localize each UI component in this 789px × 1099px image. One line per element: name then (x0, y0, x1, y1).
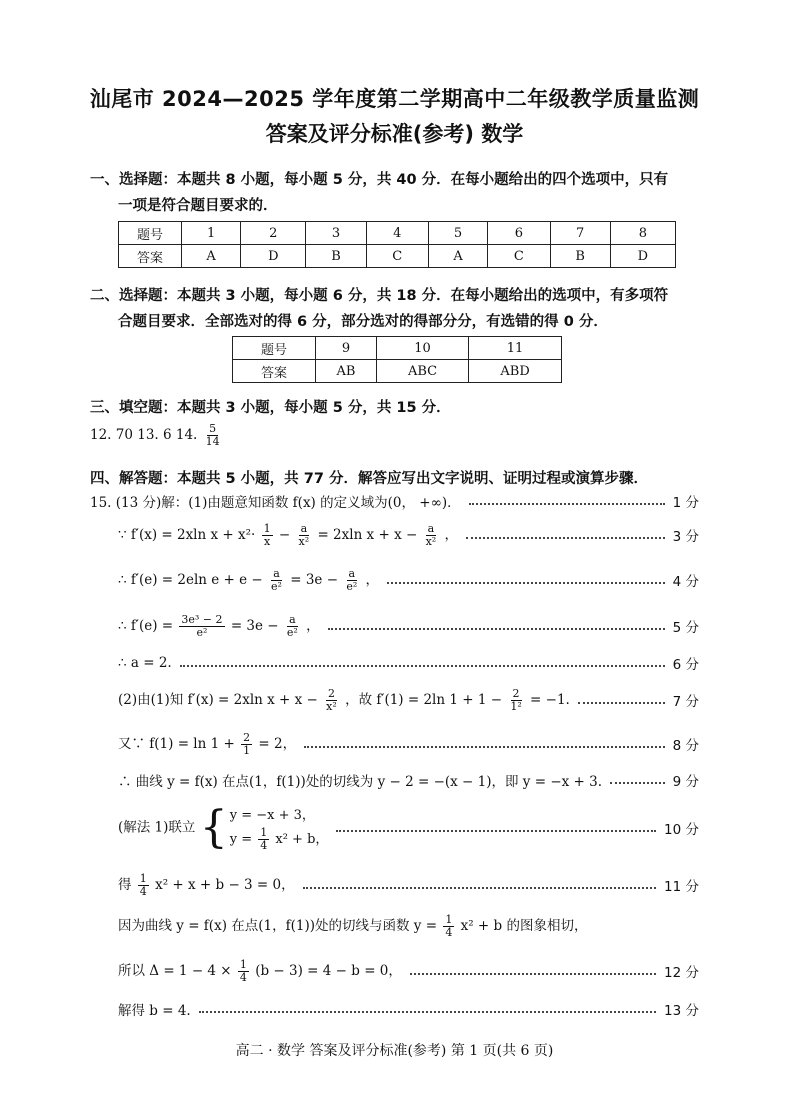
score: 12 分 (664, 965, 699, 981)
table-cell: A (428, 245, 487, 268)
leader-dots (304, 746, 665, 748)
table-cell: B (550, 245, 610, 268)
leader-dots (578, 702, 665, 704)
solution-step: ∴ a = 2. 6 分 (118, 655, 699, 673)
table-row-answers (233, 360, 562, 383)
section1-heading: 一、选择题：本题共 8 小题，每小题 5 分，共 40 分．在每小题给出的四个选项中，只有 (90, 172, 669, 188)
table-cell: ABC (376, 360, 468, 383)
fraction: $\frac{1}{4}$ (239, 957, 247, 984)
score: 13 分 (664, 1003, 699, 1019)
table-cell: ABD (469, 360, 562, 383)
fraction: $\frac{a}{\text{e²}}$ (286, 612, 298, 639)
table-cell: 10 (376, 337, 468, 360)
score: 7 分 (672, 694, 699, 710)
leader-dots (410, 973, 656, 975)
table-row-numbers (233, 337, 562, 360)
fraction: $\frac{\text{3e³ − 2}}{\text{e²}}$ (181, 612, 223, 639)
solution-step: ∵ f′(x) = 2xln x + x²· $\frac{1}{x}$ − $\frac{a}{\text{x²}}$ = 2xln x + x − $\frac{a}{\text{x²}}$ ， 3 分 (118, 521, 699, 548)
table-row-answers (119, 245, 676, 268)
table-cell: AB (316, 360, 377, 383)
table-cell: D (241, 245, 306, 268)
leader-dots (610, 782, 665, 784)
brace-glyph: { (199, 802, 228, 853)
fill-blank-prefix: 12. 70 13. 6 14. (90, 427, 198, 443)
fill-blank-answers (90, 423, 224, 448)
section3-heading: 三、填空题：本题共 3 小题，每小题 5 分，共 15 分． (90, 400, 451, 416)
solution-step: ∴ f′(e) = 2eln e + e − $\frac{a}{\text{e²}}$ = 3e − $\frac{a}{\text{e²}}$ ， 4 分 (118, 566, 699, 593)
table-cell-label: 题号 (119, 222, 182, 245)
page-footer: 高二 · 数学 答案及评分标准(参考) 第 1 页(共 6 页) (235, 1043, 554, 1059)
fraction: $\frac{1}{x}$ (263, 521, 271, 548)
leader-dots (469, 503, 665, 505)
answer-table-1 (118, 221, 676, 268)
table-cell: 11 (469, 337, 562, 360)
table-cell: 2 (241, 222, 306, 245)
leader-dots (466, 537, 665, 539)
table-cell: B (306, 245, 366, 268)
table-cell: C (488, 245, 550, 268)
solution-step: 因为曲线 y = f(x) 在点(1，f(1))处的切线与函数 y = $\frac{1}{4}$ x² + b 的图象相切， (118, 913, 588, 939)
table-cell: C (366, 245, 428, 268)
solution-step: ∴ f′(e) = $\frac{\text{3e³ − 2}}{\text{e²}}$ = 3e − $\frac{a}{\text{e²}}$ ， 5 分 (118, 612, 699, 639)
fraction: $\frac{1}{4}$ (139, 871, 147, 898)
table-cell: 3 (306, 222, 366, 245)
solution-step: 15. (13 分)解：(1)由题意知函数 f(x) 的定义域为(0， +∞)． 1 分 (90, 488, 699, 514)
score: 4 分 (672, 574, 699, 590)
table-cell: 6 (488, 222, 550, 245)
fraction: $\frac{1}{4}$ (260, 826, 268, 852)
table-cell: 1 (182, 222, 241, 245)
solution-step: 所以 Δ = 1 − 4 × $\frac{1}{4}$ (b − 3) = 4 − b = 0， 12 分 (118, 957, 699, 984)
section4-heading: 四、解答题：本题共 5 小题，共 77 分．解答应写出文字说明、证明过程或演算步骤． (90, 471, 648, 487)
score: 11 分 (664, 879, 699, 895)
fraction: $\frac{2}{\text{1²}}$ (510, 686, 522, 713)
leader-dots (180, 665, 665, 667)
score: 3 分 (672, 529, 699, 545)
score: 9 分 (672, 774, 699, 790)
fraction: $\frac{a}{\text{x²}}$ (298, 521, 310, 548)
table-cell-label: 答案 (119, 245, 182, 268)
table-cell-label: 题号 (233, 337, 316, 360)
table-cell: D (610, 245, 675, 268)
score: 1 分 (672, 495, 699, 511)
fraction: $\frac{a}{\text{e²}}$ (271, 566, 282, 593)
fraction: $\frac{2}{\text{x²}}$ (326, 686, 337, 713)
table-cell: 7 (550, 222, 610, 245)
solution-step: 解得 b = 4. 13 分 (118, 996, 699, 1022)
leader-dots (387, 582, 665, 584)
fraction: $\frac{a}{\text{x²}}$ (425, 521, 437, 548)
table-cell: 4 (366, 222, 428, 245)
leader-dots (336, 830, 656, 832)
document-subtitle: 答案及评分标准(参考) 数学 (265, 122, 524, 146)
solution-step: (2)由(1)知 f′(x) = 2xln x + x − $\frac{2}{\text{x²}}$ ，故 f′(1) = 2ln 1 + 1 − $\frac{2}{\text{1²}}$ = −1. 7 分 (118, 686, 699, 713)
score: 5 分 (672, 620, 699, 636)
document-title: 汕尾市 2024—2025 学年度第二学期高中二年级教学质量监测 (89, 87, 700, 111)
solution-step: (解法 1)联立 { y = −x + 3， y = $\frac{1}{4}$ x² + b， 10 分 (118, 802, 699, 853)
section1-heading-cont: 一项是符合题目要求的． (118, 198, 278, 214)
score: 6 分 (672, 657, 699, 673)
table-cell: 9 (316, 337, 377, 360)
table-row-numbers (119, 222, 676, 245)
solution-step: 得 $\frac{1}{4}$ x² + x + b − 3 = 0， 11 分 (118, 871, 699, 898)
answer-table-2 (232, 336, 562, 383)
solution-step: 又∵ f(1) = ln 1 + $\frac{2}{1}$ = 2， 8 分 (118, 730, 699, 757)
fraction: $\frac{2}{1}$ (243, 730, 251, 757)
equation-system: { y = −x + 3， y = $\frac{1}{4}$ x² + b， (199, 802, 329, 853)
section2-heading: 二、选择题：本题共 3 小题，每小题 6 分，共 18 分．在每小题给出的选项中，有多项符 (90, 288, 669, 304)
table-cell: 8 (610, 222, 675, 245)
fraction: $\frac{1}{4}$ (445, 913, 453, 939)
table-cell: A (182, 245, 241, 268)
leader-dots (328, 628, 665, 630)
fraction: $\frac{a}{\text{e²}}$ (346, 566, 358, 593)
solution-step: ∴ 曲线 y = f(x) 在点(1，f(1))处的切线为 y − 2 = −(x − 1)，即 y = −x + 3. 9 分 (118, 767, 699, 793)
leader-dots (303, 887, 656, 889)
score: 10 分 (664, 822, 699, 838)
score: 8 分 (672, 738, 699, 754)
leader-dots (199, 1011, 656, 1013)
table-cell: 5 (428, 222, 487, 245)
table-cell-label: 答案 (233, 360, 316, 383)
fraction: $\frac{5}{14}$ (205, 422, 220, 448)
section2-heading-cont: 合题目要求．全部选对的得 6 分，部分选对的得部分分，有选错的得 0 分． (118, 314, 608, 330)
